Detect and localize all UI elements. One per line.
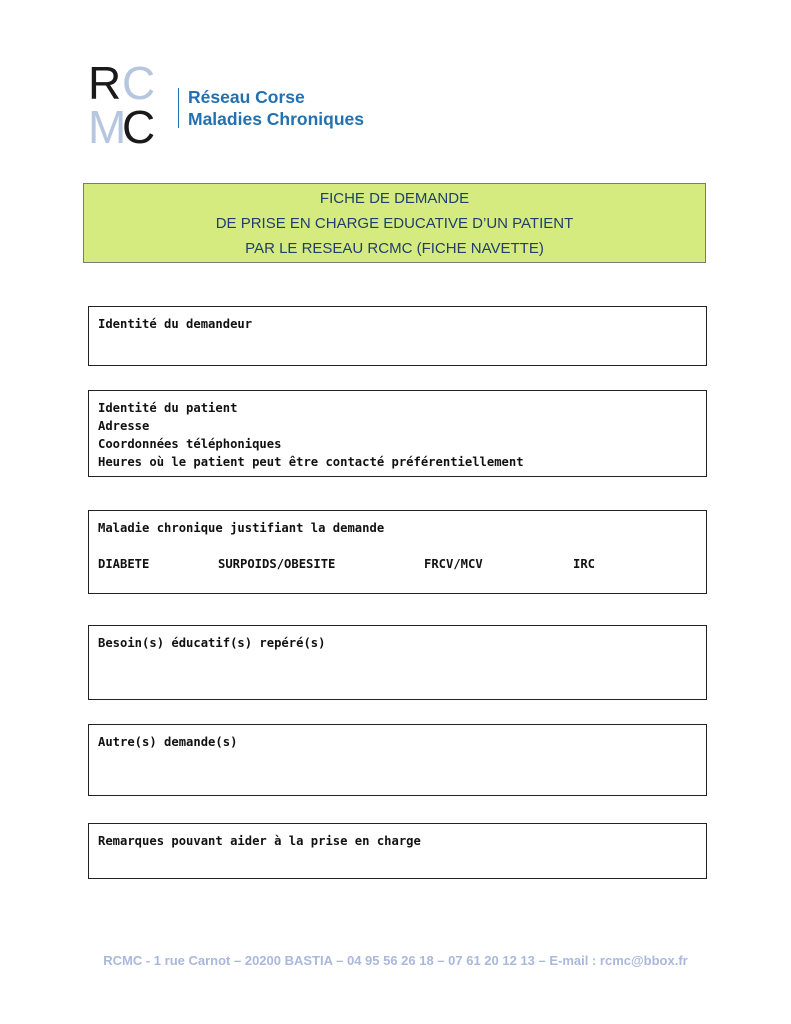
logo-mark [88, 57, 168, 153]
patient-phone-label: Coordonnées téléphoniques [98, 437, 282, 451]
title-line-3: PAR LE RESEAU RCMC (FICHE NAVETTE) [245, 239, 544, 257]
option-irc[interactable]: IRC [573, 557, 596, 571]
patient-field[interactable] [88, 390, 707, 477]
patient-identity-label: Identité du patient [98, 401, 238, 415]
remarques-field[interactable] [88, 823, 707, 879]
demandeur-field[interactable] [88, 306, 707, 366]
besoins-label: Besoin(s) éducatif(s) repéré(s) [98, 636, 326, 650]
logo-letter-r: R [88, 57, 120, 109]
logo-text-line1: Réseau Corse [188, 87, 305, 107]
option-diabete[interactable]: DIABETE [98, 557, 150, 571]
logo-letter-m: M [88, 101, 125, 153]
footer-contact: RCMC - 1 rue Carnot – 20200 BASTIA – 04 95 56 26 18 – 07 61 20 12 13 – E-mail : rcmc@bbox.fr [103, 953, 688, 968]
disease-options [98, 555, 697, 573]
option-frcv-mcv[interactable]: FRCV/MCV [424, 557, 483, 571]
besoins-field[interactable] [88, 625, 707, 700]
patient-contact-hours-label: Heures où le patient peut être contacté préférentiellement [98, 455, 524, 469]
logo-divider [178, 88, 179, 128]
title-line-2: DE PRISE EN CHARGE EDUCATIVE D’UN PATIENT [215, 214, 574, 232]
logo-text [188, 86, 364, 130]
form-title-box [83, 183, 706, 263]
logo-text-line2: Maladies Chroniques [188, 109, 365, 129]
remarques-label: Remarques pouvant aider à la prise en charge [98, 834, 421, 848]
autres-demandes-field[interactable] [88, 724, 707, 796]
title-line-1: FICHE DE DEMANDE [319, 189, 470, 207]
logo-letter-c-top: C [122, 57, 154, 109]
option-surpoids-obesite[interactable]: SURPOIDS/OBESITE [218, 557, 336, 571]
maladie-field[interactable] [88, 510, 707, 594]
maladie-label: Maladie chronique justifiant la demande [98, 521, 385, 535]
demandeur-label: Identité du demandeur [98, 317, 253, 331]
rcmc-logo [88, 57, 388, 155]
autres-demandes-label: Autre(s) demande(s) [98, 735, 238, 749]
patient-address-label: Adresse [98, 419, 150, 433]
logo-letter-c-bottom: C [122, 101, 154, 153]
